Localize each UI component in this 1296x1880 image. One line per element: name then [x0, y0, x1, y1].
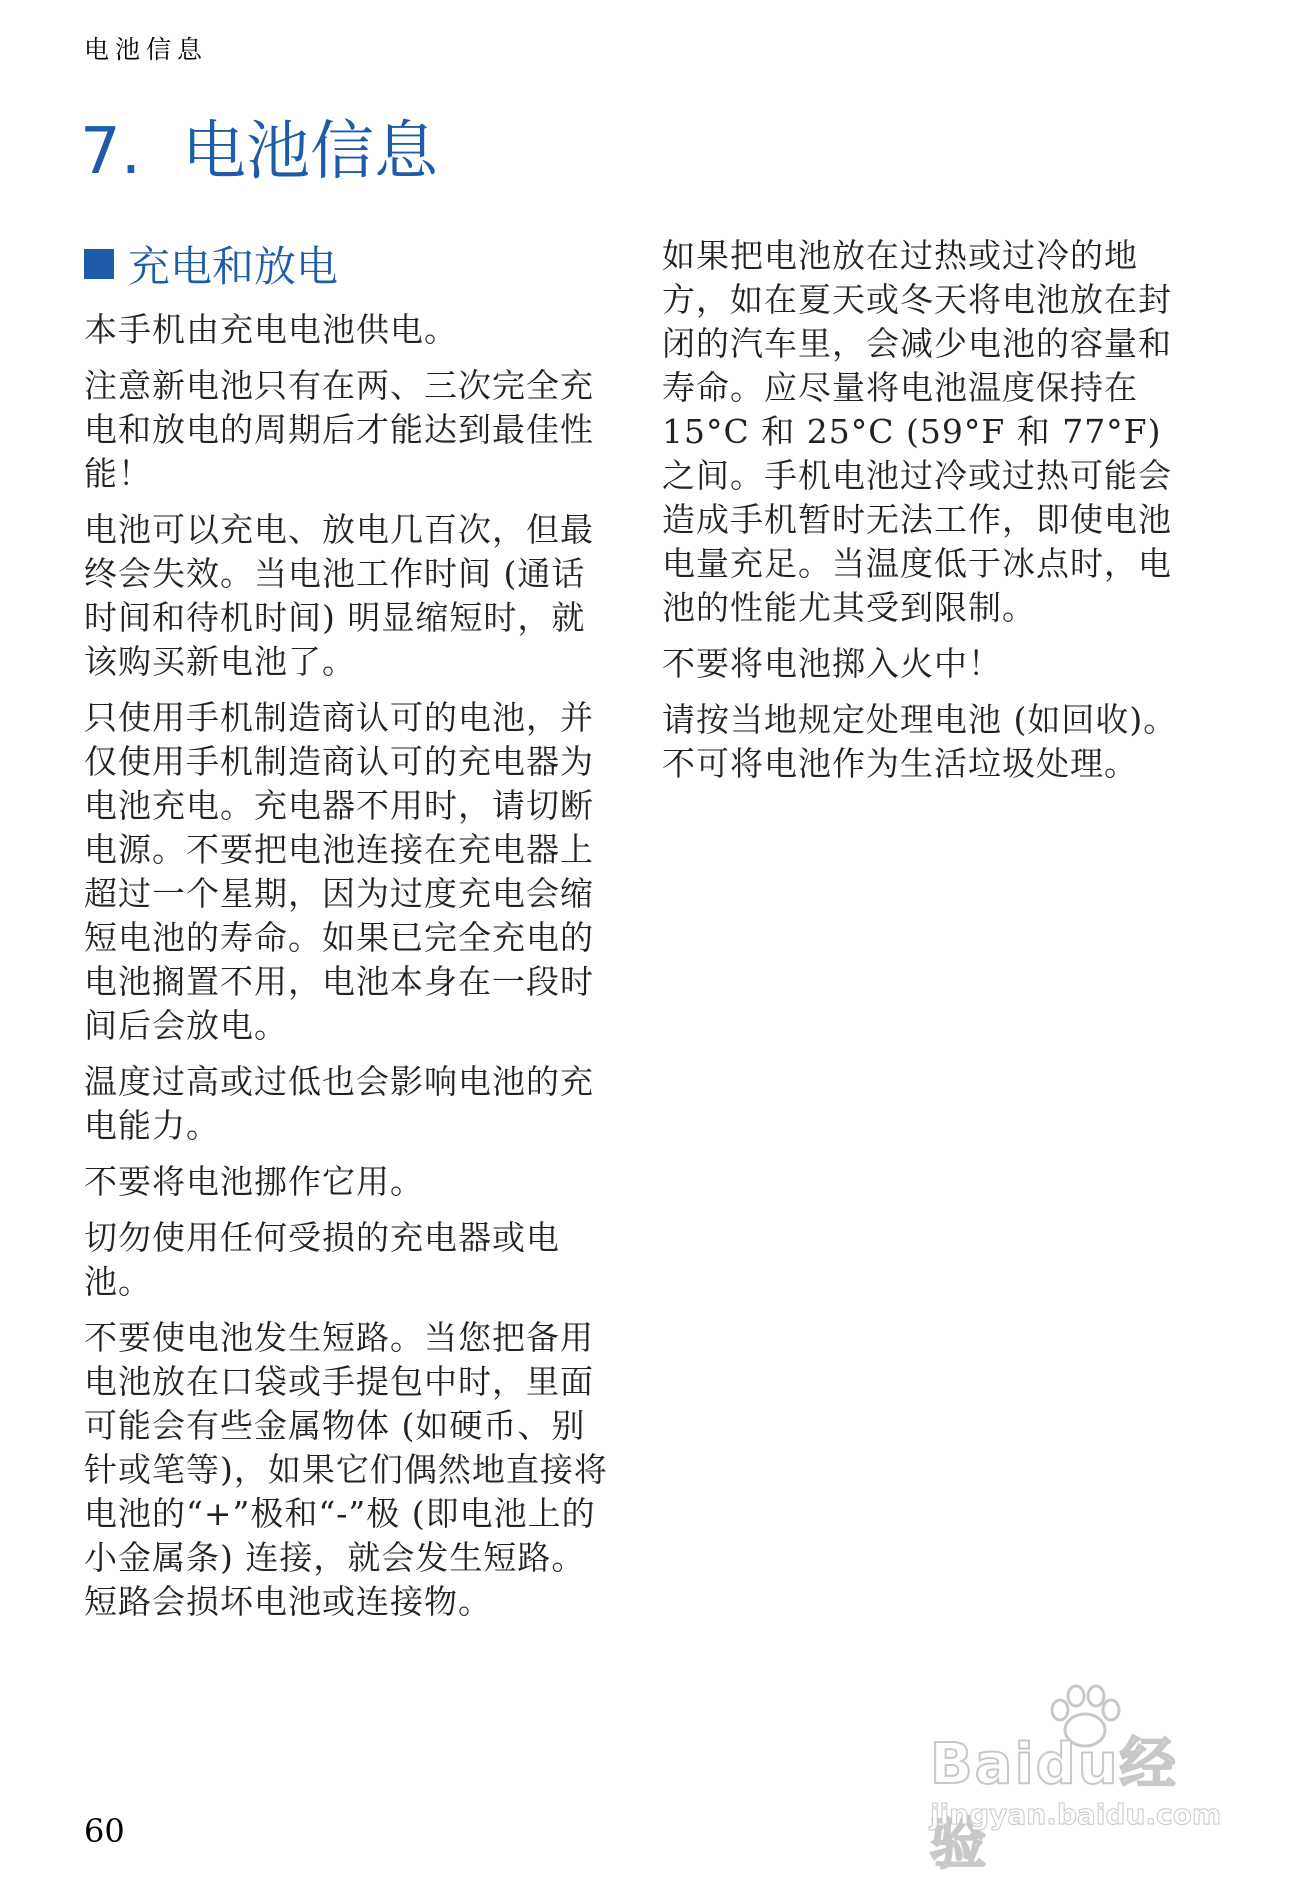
paragraph: 只使用手机制造商认可的电池，并仅使用手机制造商认可的充电器为电池充电。充电器不用时，请切断电源。不要把电池连接在充电器上超过一个星期，因为过度充电会缩短电池的寿命。如果已完全充电的电池搁置不用，电池本身在一段时间后会放电。 [84, 698, 594, 1045]
section-heading [84, 234, 614, 294]
paragraph: 注意新电池只有在两、三次完全充电和放电的周期后才能达到最佳性能！ [84, 366, 594, 493]
watermark [930, 1690, 1230, 1877]
paragraph: 不要将电池挪作它用。 [84, 1162, 424, 1201]
square-bullet-icon [84, 249, 114, 279]
page-number: 60 [84, 1812, 125, 1850]
right-column [662, 234, 1182, 798]
chapter-title-text: 电池信息 [182, 115, 438, 189]
chapter-title [80, 100, 438, 192]
paragraph: 请按当地规定处理电池 (如回收)。不可将电池作为生活垃圾处理。 [662, 700, 1178, 783]
paragraph: 本手机由充电电池供电。 [84, 310, 458, 349]
paragraph: 温度过高或过低也会影响电池的充电能力。 [84, 1062, 594, 1145]
paragraph: 电池可以充电、放电几百次，但最终会失效。当电池工作时间 (通话时间和待机时间) 明显缩短时，就该购买新电池了。 [84, 510, 594, 681]
paragraph: 切勿使用任何受损的充电器或电池。 [84, 1218, 560, 1301]
section-heading-text: 充电和放电 [128, 242, 339, 291]
paragraph: 不要使电池发生短路。当您把备用电池放在口袋或手提包中时，里面可能会有些金属物体 (如硬币、别针或笔等)，如果它们偶然地直接将电池的“+”极和“-”极 (即电池上的小金属条) 连接，就会发生短路。短路会损坏电池或连接物。 [84, 1318, 608, 1621]
left-column [84, 234, 614, 1636]
watermark-logo: Baidu经验 [930, 1732, 1178, 1877]
running-header: 电池信息 [84, 35, 209, 64]
watermark-url: jingyan.baidu.com [930, 1798, 1222, 1831]
chapter-number: 7. [80, 115, 142, 189]
paragraph: 不要将电池掷入火中！ [662, 644, 1002, 683]
paragraph: 如果把电池放在过热或过冷的地方，如在夏天或冬天将电池放在封闭的汽车里，会减少电池的容量和寿命。应尽量将电池温度保持在 15°C 和 25°C (59°F 和 77°F) 之间。手机电池过冷或过热可能会造成手机暂时无法工作，即使电池电量充足。当温度低于冰点时，电池的性能尤其受到限制。 [662, 236, 1172, 627]
